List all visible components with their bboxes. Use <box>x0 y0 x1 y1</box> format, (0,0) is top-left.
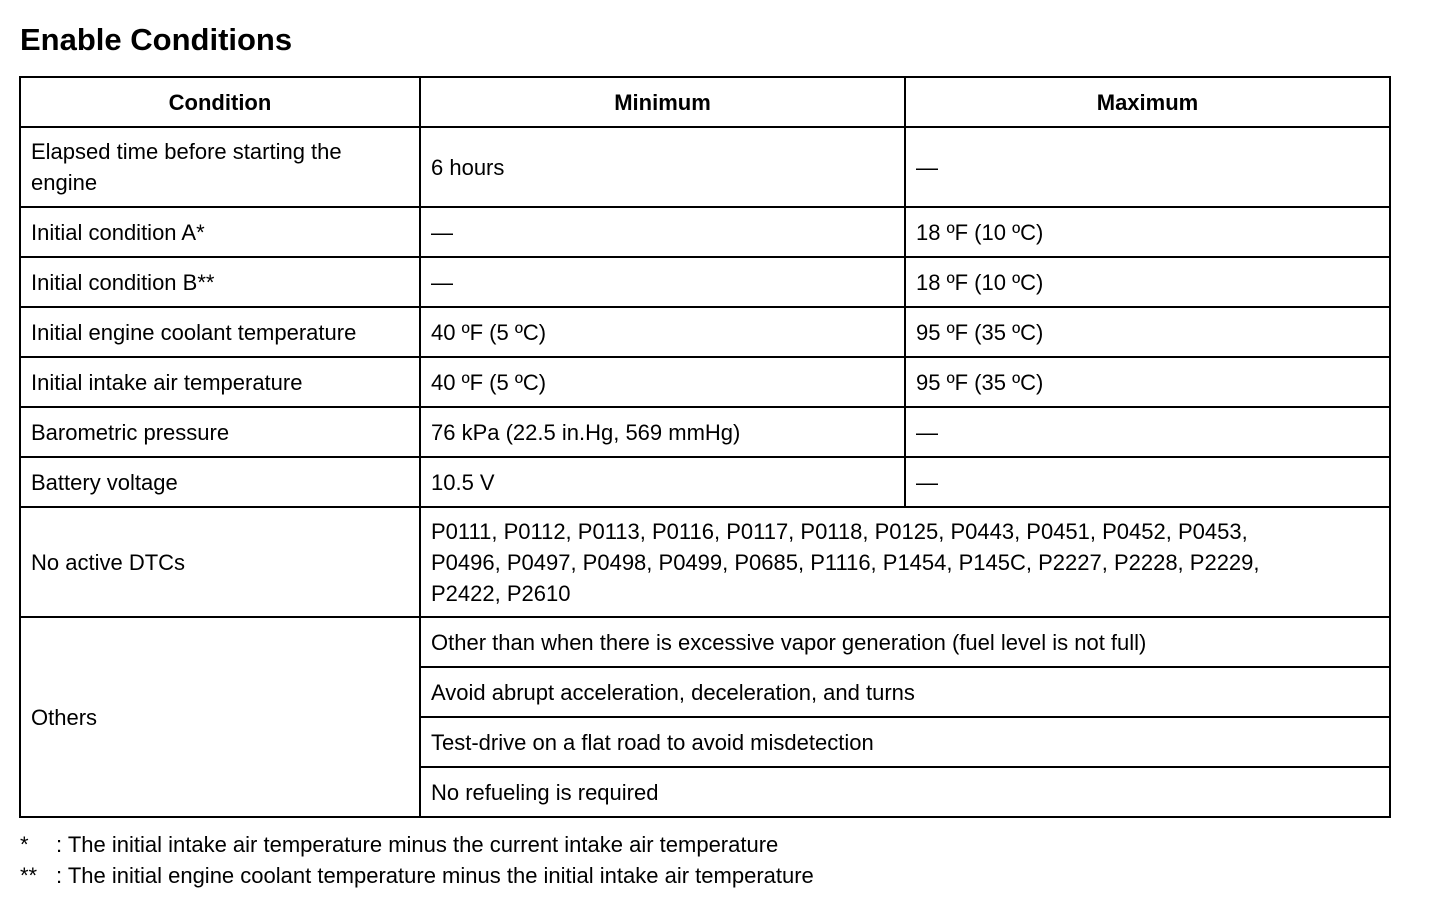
dtc-list-cell <box>420 507 1390 617</box>
maximum-cell: — <box>905 407 1390 457</box>
others-item-cell: Test-drive on a flat road to avoid misdetection <box>420 717 1390 767</box>
maximum-cell: 18 ºF (10 ºC) <box>905 207 1390 257</box>
condition-cell: Initial condition A* <box>20 207 420 257</box>
footnotes <box>20 829 814 891</box>
condition-cell: Battery voltage <box>20 457 420 507</box>
enable-conditions-table <box>19 76 1391 818</box>
maximum-cell: 95 ºF (35 ºC) <box>905 357 1390 407</box>
page-title: Enable Conditions <box>20 22 293 57</box>
table-header-row <box>20 77 1390 127</box>
header-condition: Condition <box>20 77 420 127</box>
dtc-line: P2422, P2610 <box>431 580 571 606</box>
others-row <box>20 617 1390 667</box>
footnote-text: : The initial intake air temperature minus the current intake air temperature <box>56 832 779 857</box>
table-row <box>20 307 1390 357</box>
minimum-cell: — <box>420 207 905 257</box>
header-minimum: Minimum <box>420 77 905 127</box>
maximum-cell: 18 ºF (10 ºC) <box>905 257 1390 307</box>
maximum-cell: — <box>905 457 1390 507</box>
minimum-cell: 6 hours <box>420 127 905 207</box>
table-row <box>20 127 1390 207</box>
condition-cell: Initial condition B** <box>20 257 420 307</box>
footnote-mark: ** <box>20 863 38 888</box>
dtc-row <box>20 507 1390 617</box>
maximum-cell: 95 ºF (35 ºC) <box>905 307 1390 357</box>
footnote <box>20 829 814 860</box>
table-row <box>20 407 1390 457</box>
condition-cell: Initial intake air temperature <box>20 357 420 407</box>
table-row <box>20 207 1390 257</box>
minimum-cell: — <box>420 257 905 307</box>
footnote-text: : The initial engine coolant temperature minus the initial intake air temperature <box>56 863 814 888</box>
dtc-line: P0496, P0497, P0498, P0499, P0685, P1116, P1454, P145C, P2227, P2228, P2229, <box>431 549 1260 575</box>
footnote-mark: * <box>20 832 29 857</box>
table-row <box>20 457 1390 507</box>
condition-cell: No active DTCs <box>20 507 420 617</box>
others-item-cell: No refueling is required <box>420 767 1390 817</box>
condition-cell: Barometric pressure <box>20 407 420 457</box>
condition-cell: Initial engine coolant temperature <box>20 307 420 357</box>
minimum-cell: 40 ºF (5 ºC) <box>420 307 905 357</box>
table-row <box>20 257 1390 307</box>
dtc-line: P0111, P0112, P0113, P0116, P0117, P0118, P0125, P0443, P0451, P0452, P0453, <box>431 518 1248 544</box>
others-item-cell: Other than when there is excessive vapor generation (fuel level is not full) <box>420 617 1390 667</box>
condition-cell: Elapsed time before starting the engine <box>20 127 420 207</box>
minimum-cell: 76 kPa (22.5 in.Hg, 569 mmHg) <box>420 407 905 457</box>
table-row <box>20 357 1390 407</box>
minimum-cell: 40 ºF (5 ºC) <box>420 357 905 407</box>
header-maximum: Maximum <box>905 77 1390 127</box>
footnote <box>20 860 814 891</box>
maximum-cell: — <box>905 127 1390 207</box>
others-item-cell: Avoid abrupt acceleration, deceleration, and turns <box>420 667 1390 717</box>
minimum-cell: 10.5 V <box>420 457 905 507</box>
condition-cell: Others <box>20 617 420 817</box>
